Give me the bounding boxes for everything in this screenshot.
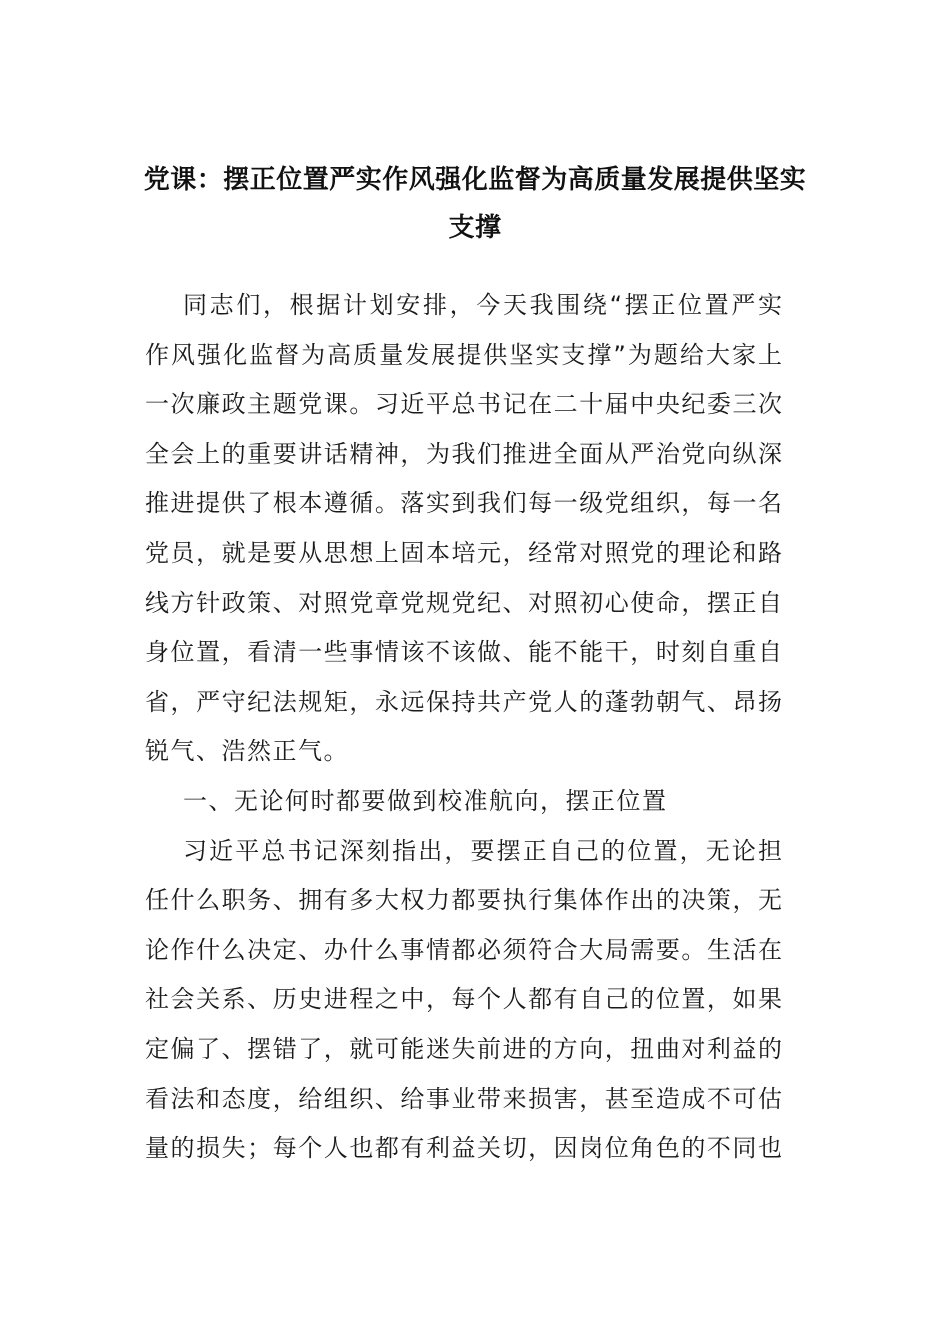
document-title-line-2: 支撑 (448, 213, 502, 243)
text-line: 同志们，根据计划安排，今天我围绕“摆正位置严实 (183, 291, 782, 319)
document-body (145, 281, 782, 1174)
text-line: 党员，就是要从思想上固本培元，经常对照党的理论和路 (145, 538, 782, 567)
text-line: 任什么职务、拥有多大权力都要执行集体作出的决策，无 (145, 886, 782, 915)
text-line: 量的损失；每个人也都有利益关切，因岗位角色的不同也 (145, 1134, 782, 1163)
text-line: 身位置，看清一些事情该不该做、能不能干，时刻自重自 (145, 638, 782, 667)
text-line: 省，严守纪法规矩，永远保持共产党人的蓬勃朝气、昂扬 (145, 687, 782, 716)
text-line: 定偏了、摆错了，就可能迷失前进的方向，扭曲对利益的 (145, 1034, 782, 1063)
section-heading (145, 777, 782, 827)
text-line: 看法和态度，给组织、给事业带来损害，甚至造成不可估 (145, 1084, 782, 1113)
document-title (95, 156, 855, 252)
text-line: 一次廉政主题党课。习近平总书记在二十届中央纪委三次 (145, 390, 782, 419)
document-title-line-1: 党课：摆正位置严实作风强化监督为高质量发展提供坚实 (143, 165, 807, 195)
text-line: 锐气、浩然正气。 (145, 737, 349, 766)
text-line: 社会关系、历史进程之中，每个人都有自己的位置，如果 (145, 985, 782, 1014)
text-line: 作风强化监督为高质量发展提供坚实支撑”为题给大家上 (145, 340, 782, 369)
text-line: 推进提供了根本遵循。落实到我们每一级党组织，每一名 (145, 489, 782, 518)
text-line: 一、无论何时都要做到校准航向，摆正位置 (183, 786, 668, 815)
text-line: 线方针政策、对照党章党规党纪、对照初心使命，摆正自 (145, 588, 782, 617)
text-line: 论作什么决定、办什么事情都必须符合大局需要。生活在 (145, 935, 782, 964)
text-line: 习近平总书记深刻指出，要摆正自己的位置，无论担 (183, 836, 782, 865)
text-line: 全会上的重要讲话精神，为我们推进全面从严治党向纵深 (145, 439, 782, 468)
paragraph (145, 827, 782, 1174)
paragraph (145, 281, 782, 777)
